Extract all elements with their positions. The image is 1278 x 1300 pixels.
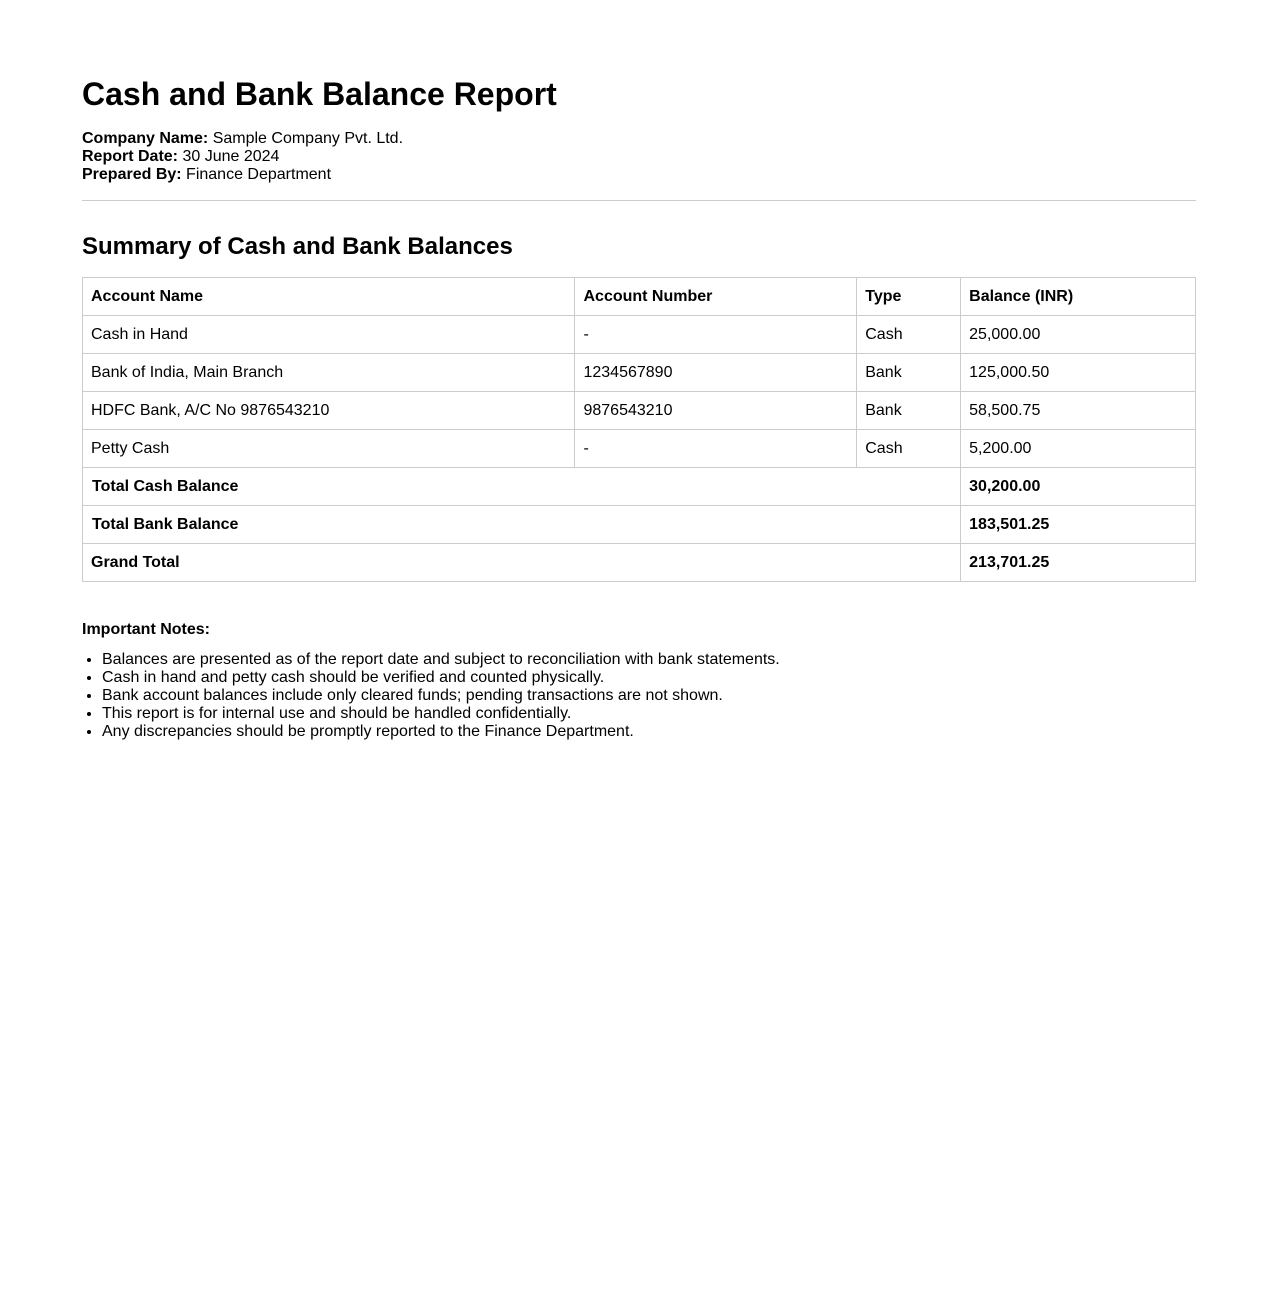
note-item: • This report is for internal use and should be handled confidentially. (102, 705, 1196, 723)
account-number-cell: - (575, 316, 857, 354)
account-type-cell: Bank (857, 392, 961, 430)
account-name-cell: Cash in Hand (83, 316, 575, 354)
summary-heading: Summary of Cash and Bank Balances (82, 233, 513, 260)
balance-cell: 25,000.00 (961, 316, 1196, 354)
total-label-cell: Total Bank Balance (83, 506, 961, 544)
table-row (83, 316, 1196, 354)
total-label-cell: Total Cash Balance (83, 468, 961, 506)
table-row (83, 392, 1196, 430)
account-name-cell: HDFC Bank, A/C No 9876543210 (83, 392, 575, 430)
table-header-row (83, 278, 1196, 316)
meta-value: Sample Company Pvt. Ltd. (212, 130, 404, 147)
notes-list (82, 651, 1196, 741)
balance-cell: 5,200.00 (961, 430, 1196, 468)
column-header-account-name: Account Name (83, 278, 575, 316)
balance-table (82, 277, 1196, 582)
account-number-cell: 1234567890 (575, 354, 857, 392)
note-item: • Bank account balances include only cleared funds; pending transactions are not shown. (102, 687, 1196, 705)
total-cash-row (83, 468, 1196, 506)
report-meta (82, 130, 1196, 184)
account-type-cell: Cash (857, 316, 961, 354)
total-value-cell: 30,200.00 (961, 468, 1196, 506)
grand-total-row (83, 544, 1196, 582)
section-divider (82, 200, 1196, 201)
account-number-cell: - (575, 430, 857, 468)
note-item: • Cash in hand and petty cash should be verified and counted physically. (102, 669, 1196, 687)
balance-cell: 58,500.75 (961, 392, 1196, 430)
total-label-cell: Grand Total (83, 544, 961, 582)
meta-prepared-by (82, 166, 1196, 184)
column-header-balance: Balance (INR) (961, 278, 1196, 316)
account-number-cell: 9876543210 (575, 392, 857, 430)
note-item: • Balances are presented as of the report date and subject to reconciliation with bank statements. (102, 651, 1196, 669)
notes-title: Important Notes: (82, 621, 210, 638)
meta-company (82, 130, 1196, 148)
page-title: Cash and Bank Balance Report (82, 76, 557, 112)
total-value-cell: 213,701.25 (961, 544, 1196, 582)
meta-label: Company Name: (82, 130, 209, 147)
balance-cell: 125,000.50 (961, 354, 1196, 392)
table-row (83, 354, 1196, 392)
account-name-cell: Bank of India, Main Branch (83, 354, 575, 392)
total-value-cell: 183,501.25 (961, 506, 1196, 544)
account-type-cell: Bank (857, 354, 961, 392)
meta-value: Finance Department (186, 166, 332, 183)
meta-label: Prepared By: (82, 166, 182, 183)
total-bank-row (83, 506, 1196, 544)
account-type-cell: Cash (857, 430, 961, 468)
meta-value: 30 June 2024 (182, 148, 280, 165)
column-header-type: Type (857, 278, 961, 316)
table-row (83, 430, 1196, 468)
note-item: • Any discrepancies should be promptly reported to the Finance Department. (102, 723, 1196, 741)
meta-report-date (82, 148, 1196, 166)
column-header-account-number: Account Number (575, 278, 857, 316)
account-name-cell: Petty Cash (83, 430, 575, 468)
meta-label: Report Date: (82, 148, 179, 165)
